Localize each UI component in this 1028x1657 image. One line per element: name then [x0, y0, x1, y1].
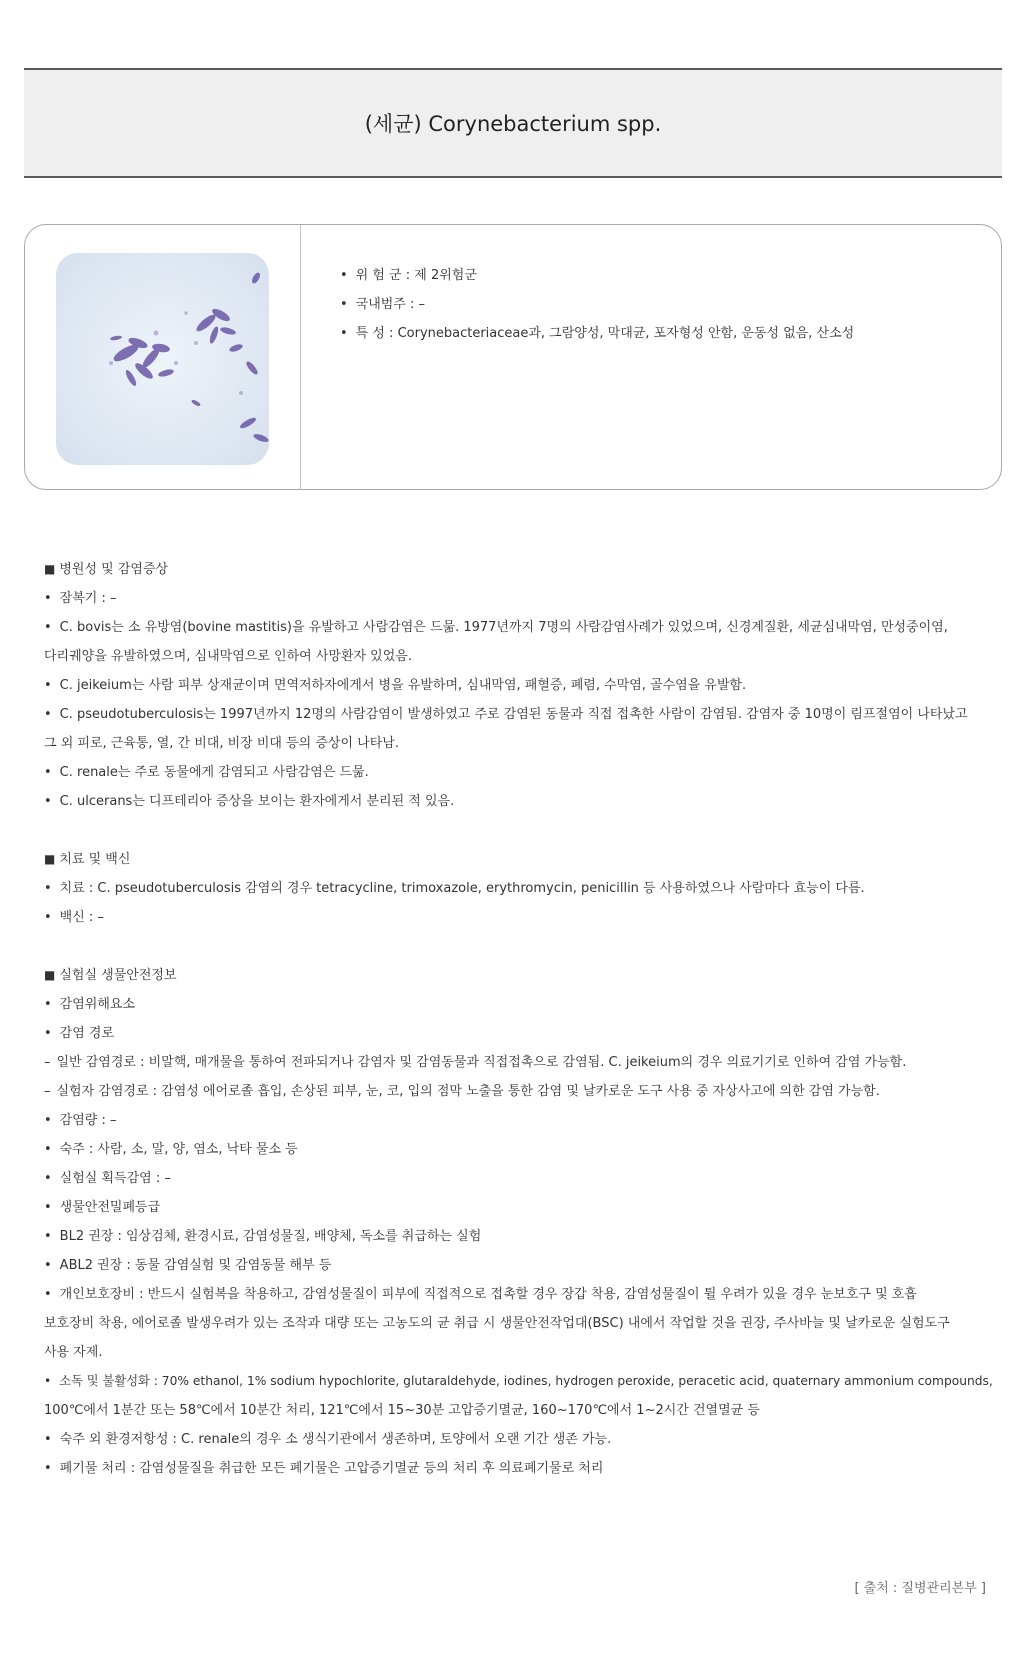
- list-item: • 감염위해요소: [44, 990, 996, 1019]
- list-item: • C. jeikeium는 사람 피부 상재균이며 면역저하자에게서 병을 유발하며, 심내막염, 패혈증, 폐렴, 수막염, 골수염을 유발함.: [44, 671, 996, 700]
- list-item: • 백신 : –: [44, 903, 996, 932]
- list-item: • ABL2 권장 : 동물 감염실험 및 감염동물 해부 등: [44, 1251, 996, 1280]
- info-risk-group: • 위 험 군 : 제 2위험군: [340, 261, 854, 290]
- list-item: • C. bovis는 소 유방염(bovine mastitis)을 유발하고 사람감염은 드묾. 1977년까지 7명의 사람감염사례가 있었으며, 신경계질환, 세균심내막염, 만성중이염,: [44, 613, 996, 642]
- content-body: [44, 555, 996, 1483]
- list-item-continuation: 다리궤양을 유발하였으며, 심내막염으로 인하여 사망환자 있었음.: [44, 649, 412, 664]
- list-item: • 숙주 외 환경저항성 : C. renale의 경우 소 생식기관에서 생존하며, 토양에서 오랜 기간 생존 가능.: [44, 1425, 996, 1454]
- list-item: • 감염 경로: [44, 1019, 996, 1048]
- list-item: • 숙주 : 사람, 소, 말, 양, 염소, 낙타 물소 등: [44, 1135, 996, 1164]
- list-item: • BL2 권장 : 임상검체, 환경시료, 감염성물질, 배양체, 독소를 취급하는 실험: [44, 1222, 996, 1251]
- info-card: [24, 224, 1002, 490]
- list-item: • C. pseudotuberculosis는 1997년까지 12명의 사람감염이 발생하였고 주로 감염된 동물과 직접 접촉한 사람이 감염됨. 감염자 중 10명이 림프절염이 나타났고: [44, 700, 996, 729]
- list-item: • 잠복기 : –: [44, 584, 996, 613]
- info-list: [340, 261, 854, 348]
- micrograph-image: [56, 253, 269, 465]
- sub-list-item: – 일반 감염경로 : 비말핵, 매개물을 통하여 전파되거나 감염자 및 감염동물과 직접접촉으로 감염됨. C. jeikeium의 경우 의료기기로 인하여 감염 가능함.: [44, 1048, 996, 1077]
- image-cell: [25, 225, 301, 489]
- micrograph-illustration: [56, 253, 269, 465]
- section-heading-treatment: ■ 치료 및 백신: [44, 845, 996, 874]
- title-bar: [24, 68, 1002, 178]
- list-item: • C. ulcerans는 디프테리아 증상을 보이는 환자에게서 분리된 적 있음.: [44, 787, 996, 816]
- list-item-continuation: 보호장비 착용, 에어로졸 발생우려가 있는 조작과 대량 또는 고농도의 균 취급 시 생물안전작업대(BSC) 내에서 작업할 것을 권장, 주사바늘 및 날카로운 실험도구: [44, 1316, 950, 1331]
- list-item-continuation: 그 외 피로, 근육통, 열, 간 비대, 비장 비대 등의 증상이 나타남.: [44, 736, 399, 751]
- sub-list-item: – 실험자 감염경로 : 감염성 에어로졸 흡입, 손상된 피부, 눈, 코, 입의 점막 노출을 통한 감염 및 날카로운 도구 사용 중 자상사고에 의한 감염 가능함.: [44, 1077, 996, 1106]
- info-characteristics: • 특 성 : Corynebacteriaceae과, 그람양성, 막대균, 포자형성 안함, 운동성 없음, 산소성: [340, 319, 854, 348]
- list-item-continuation: 100℃에서 1분간 또는 58℃에서 10분간 처리, 121℃에서 15~30분 고압증기멸균, 160~170℃에서 1~2시간 건열멸균 등: [44, 1403, 760, 1418]
- list-item: • 폐기물 처리 : 감염성물질을 취급한 모든 폐기물은 고압증기멸균 등의 처리 후 의료폐기물로 처리: [44, 1454, 996, 1483]
- info-domestic-category: • 국내범주 : –: [340, 290, 854, 319]
- list-item: • 실험실 획득감염 : –: [44, 1164, 996, 1193]
- list-item: • 감염량 : –: [44, 1106, 996, 1135]
- section-heading-pathogenicity: ■ 병원성 및 감염증상: [44, 555, 996, 584]
- source-credit: [ 출처 : 질병관리본부 ]: [854, 1581, 986, 1596]
- section-heading-biosafety: ■ 실험실 생물안전정보: [44, 961, 996, 990]
- list-item-continuation: 사용 자제.: [44, 1345, 103, 1360]
- list-item: • C. renale는 주로 동물에게 감염되고 사람감염은 드묾.: [44, 758, 996, 787]
- list-item: • 소독 및 불활성화 : 70% ethanol, 1% sodium hypochlorite, glutaraldehyde, iodines, hydrogen peroxide, peracetic acid, quaternary ammonium compounds,: [44, 1367, 996, 1396]
- page-title: (세균) Corynebacterium spp.: [364, 112, 662, 136]
- list-item: • 개인보호장비 : 반드시 실험복을 착용하고, 감염성물질이 피부에 직접적으로 접촉할 경우 장갑 착용, 감염성물질이 튈 우려가 있을 경우 눈보호구 및 호흡: [44, 1280, 996, 1309]
- list-item: • 치료 : C. pseudotuberculosis 감염의 경우 tetracycline, trimoxazole, erythromycin, penicillin 등 사용하였으나 사람마다 효능이 다름.: [44, 874, 996, 903]
- list-item: • 생물안전밀폐등급: [44, 1193, 996, 1222]
